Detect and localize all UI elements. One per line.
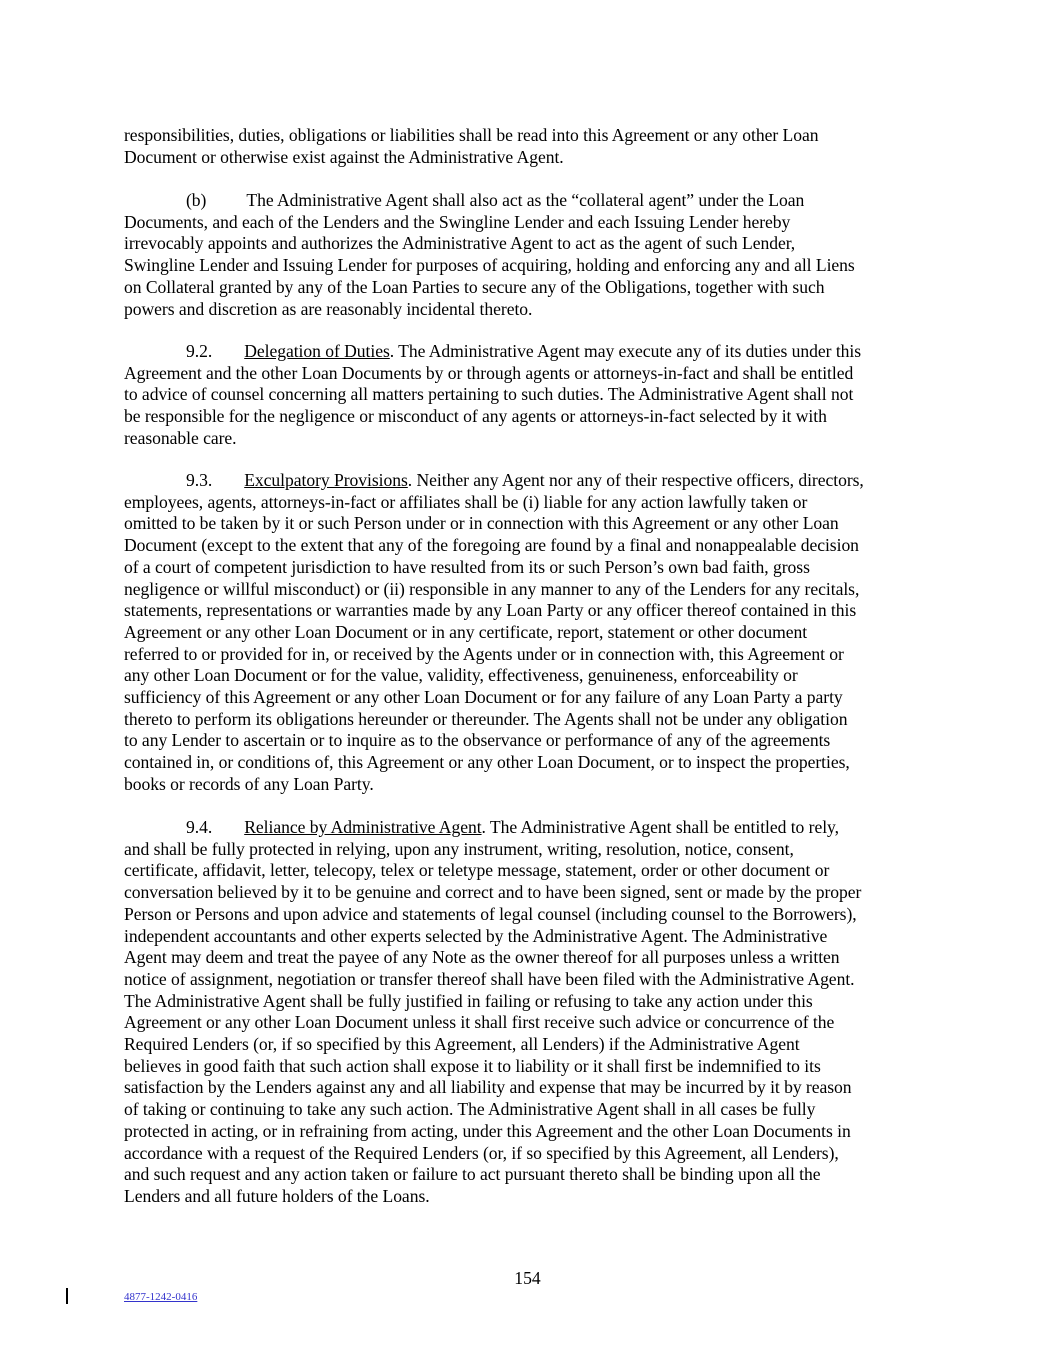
section-text: . Neither any Agent nor any of their respective officers, directors, bbox=[407, 470, 864, 490]
clause-text: The Administrative Agent shall also act as the “collateral agent” under the Loan bbox=[246, 190, 805, 210]
clause-marker: (b) bbox=[186, 190, 207, 210]
text-line: Documents, and each of the Lenders and the Swingline Lender and each Issuing Lender hereby bbox=[124, 211, 791, 232]
paragraph-clause-b bbox=[124, 190, 944, 320]
text-line: Agreement and the other Loan Documents by or through agents or attorneys-in-fact and shall be entitled bbox=[124, 362, 854, 383]
text-line: to advice of counsel concerning all matters pertaining to such duties. The Administrative Agent shall not bbox=[124, 384, 854, 405]
text-line: powers and discretion as are reasonably incidental thereto. bbox=[124, 298, 533, 319]
text-line: reasonable care. bbox=[124, 427, 237, 448]
text-line: Agreement or any other Loan Document or in any certificate, report, statement or other document bbox=[124, 621, 808, 642]
text-line: responsibilities, duties, obligations or liabilities shall be read into this Agreement or any other Loan bbox=[124, 125, 819, 145]
text-line: thereto to perform its obligations hereunder or thereunder. The Agents shall not be under any obligation bbox=[124, 708, 848, 729]
text-line: referred to or provided for in, or received by the Agents under or in connection with, this Agreement or bbox=[124, 643, 844, 664]
section-heading: Exculpatory Provisions bbox=[244, 470, 408, 490]
text-line: independent accountants and other experts selected by the Administrative Agent. The Administrative bbox=[124, 925, 828, 946]
text-line: any other Loan Document or for the value, validity, effectiveness, genuineness, enforceability or bbox=[124, 665, 798, 686]
text-line: conversation believed by it to be genuine and correct and to have been signed, sent or made by the proper bbox=[124, 882, 862, 903]
section-heading: Delegation of Duties bbox=[244, 341, 390, 361]
section-number: 9.2. bbox=[186, 341, 213, 361]
section-9-4 bbox=[124, 817, 944, 1208]
section-9-2 bbox=[124, 341, 944, 450]
text-line: contained in, or conditions of, this Agreement or any other Loan Document, or to inspect the properties, bbox=[124, 752, 850, 773]
text-line: of taking or continuing to take any such action. The Administrative Agent shall in all cases be fully bbox=[124, 1099, 816, 1120]
section-9-3 bbox=[124, 470, 944, 796]
text-line: The Administrative Agent shall be fully justified in failing or refusing to take any action under this bbox=[124, 990, 813, 1011]
text-line: Swingline Lender and Issuing Lender for purposes of acquiring, holding and enforcing any and all Liens bbox=[124, 255, 855, 276]
text-line: be responsible for the negligence or misconduct of any agents or attorneys-in-fact selected by it with bbox=[124, 406, 827, 427]
text-line: Lenders and all future holders of the Loans. bbox=[124, 1185, 430, 1206]
section-first-line bbox=[124, 470, 944, 492]
text-line: notice of assignment, negotiation or transfer thereof shall have been filed with the Administrative Agent. bbox=[124, 968, 855, 989]
text-line: Required Lenders (or, if so specified by this Agreement, all Lenders) if the Administrative Agent bbox=[124, 1034, 800, 1055]
page-number: 154 bbox=[514, 1268, 541, 1288]
text-line: of a court of competent jurisdiction to have resulted from its or such Person’s own bad faith, gross bbox=[124, 556, 810, 577]
section-heading: Reliance by Administrative Agent bbox=[244, 817, 482, 837]
text-line: satisfaction by the Lenders against any and all liability and expense that may be incurred by it by reason bbox=[124, 1077, 852, 1098]
section-text: . The Administrative Agent shall be entitled to rely, bbox=[481, 817, 840, 837]
text-line: irrevocably appoints and authorizes the Administrative Agent to act as the agent of such Lender, bbox=[124, 233, 796, 254]
clause-first-line bbox=[124, 190, 944, 212]
text-line: Agreement or any other Loan Document unless it shall first receive such advice or concurrence of the bbox=[124, 1012, 835, 1033]
text-line: Document or otherwise exist against the Administrative Agent. bbox=[124, 146, 564, 167]
text-line: on Collateral granted by any of the Loan Parties to secure any of the Obligations, together with such bbox=[124, 276, 825, 297]
document-id-link[interactable]: 4877-1242-0416 bbox=[124, 1291, 198, 1303]
text-line: certificate, affidavit, letter, telecopy, telex or teletype message, statement, order or other document or bbox=[124, 860, 830, 881]
text-line: statements, representations or warranties made by any Loan Party or any officer thereof contained in this bbox=[124, 600, 857, 621]
revision-change-bar bbox=[66, 1288, 68, 1304]
text-line: Document (except to the extent that any of the foregoing are found by a final and nonappealable decision bbox=[124, 535, 859, 556]
section-number: 9.3. bbox=[186, 470, 213, 490]
text-line: negligence or willful misconduct) or (ii) responsible in any manner to any of the Lenders for any recitals, bbox=[124, 578, 860, 599]
text-line: accordance with a request of the Required Lenders (or, if so specified by this Agreement, all Lenders), bbox=[124, 1142, 839, 1163]
text-line: omitted to be taken by it or such Person under or in connection with this Agreement or any other Loan bbox=[124, 513, 839, 534]
text-line: employees, agents, attorneys-in-fact or affiliates shall be (i) liable for any action lawfully taken or bbox=[124, 491, 808, 512]
section-first-line bbox=[124, 341, 944, 363]
text-line: to any Lender to ascertain or to inquire as to the observance or performance of any of the agreements bbox=[124, 730, 831, 751]
text-line: Agent may deem and treat the payee of any Note as the owner thereof for all purposes unless a written bbox=[124, 947, 840, 968]
text-line: believes in good faith that such action shall expose it to liability or it shall first be indemnified to its bbox=[124, 1055, 821, 1076]
text-line: Person or Persons and upon advice and statements of legal counsel (including counsel to the Borrowers), bbox=[124, 903, 857, 924]
section-first-line bbox=[124, 817, 944, 839]
text-line: sufficiency of this Agreement or any other Loan Document or for any failure of any Loan Party a party bbox=[124, 687, 843, 708]
paragraph-continuation bbox=[124, 125, 944, 168]
text-line: and such request and any action taken or failure to act pursuant thereto shall be binding upon all the bbox=[124, 1164, 821, 1185]
text-line: protected in acting, or in refraining from acting, under this Agreement and the other Loan Documents in bbox=[124, 1120, 851, 1141]
section-number: 9.4. bbox=[186, 817, 213, 837]
text-line: books or records of any Loan Party. bbox=[124, 773, 374, 794]
section-text: . The Administrative Agent may execute any of its duties under this bbox=[389, 341, 862, 361]
text-line: and shall be fully protected in relying, upon any instrument, writing, resolution, notice, consent, bbox=[124, 838, 794, 859]
